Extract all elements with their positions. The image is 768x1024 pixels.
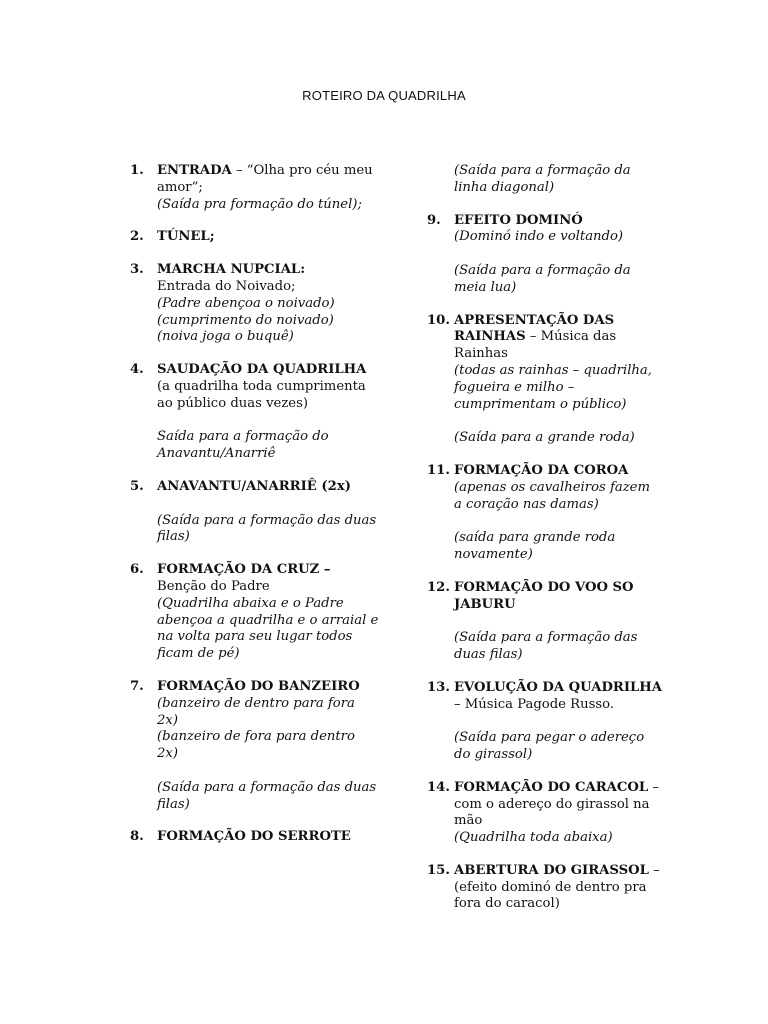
list-item <box>130 362 380 463</box>
item-heading-rest: – “Olha pro céu meu amor”; <box>157 163 373 195</box>
list-item <box>130 679 380 813</box>
item-detail: (Saída para a formação das duas filas) <box>157 779 377 812</box>
list-item <box>427 463 662 564</box>
blank-line <box>157 496 380 513</box>
item-number: 7. <box>130 678 144 694</box>
item-detail: (Saída para pegar o adereço do girassol) <box>454 730 645 762</box>
item-detail: (Quadrilha toda abaixa) <box>454 830 613 846</box>
item-heading: SAUDAÇÃO DA QUADRILHA <box>157 362 367 378</box>
item-number: 9. <box>427 212 441 228</box>
list-item <box>130 262 380 346</box>
list-item <box>427 780 662 847</box>
item-detail: (Saída para a formação da meia lua) <box>454 262 631 295</box>
item-detail: (todas as rainhas – quadrilha, fogueira e milho – cumprimentam o público) <box>454 362 652 412</box>
item-number: 6. <box>130 562 144 578</box>
blank-line <box>454 246 662 263</box>
item-detail: (Saída para a formação das duas filas) <box>454 630 638 662</box>
item-heading: FORMAÇÃO DA COROA <box>454 462 629 478</box>
list-item <box>130 229 380 246</box>
list-item <box>130 562 380 663</box>
item-detail: (cumprimento do noivado) <box>157 312 334 328</box>
item-number: 14. <box>427 779 450 795</box>
item-detail: (Dominó indo e voltando) <box>454 229 624 245</box>
item-heading: EFEITO DOMINÓ <box>454 212 583 228</box>
blank-line <box>157 763 380 780</box>
item-number: 8. <box>130 829 144 845</box>
item-heading: FORMAÇÃO DO SERROTE <box>157 829 351 845</box>
item-detail: (Saída pra formação do túnel); <box>157 196 362 212</box>
item-number: 3. <box>130 262 144 278</box>
item-number: 4. <box>130 362 144 378</box>
item-heading: MARCHA NUPCIAL: <box>157 262 306 278</box>
item-heading-rest: – (efeito dominó de dentro pra fora do caracol) <box>454 862 660 912</box>
item-heading: FORMAÇÃO DA CRUZ – <box>157 562 331 578</box>
item-heading: EVOLUÇÃO DA QUADRILHA <box>454 679 662 695</box>
item-detail: (banzeiro de fora para dentro 2x) <box>157 729 355 762</box>
item-detail: (Padre abençoa o noivado) <box>157 295 335 311</box>
item-detail: Benção do Padre <box>157 578 270 594</box>
item-detail: (Saída para a formação das duas filas) <box>157 512 377 545</box>
blank-line <box>454 413 662 430</box>
item-heading: ABERTURA DO GIRASSOL <box>454 862 649 878</box>
blank-line <box>454 513 662 530</box>
item-number: 11. <box>427 462 450 478</box>
blank-line <box>157 413 380 430</box>
item-heading: FORMAÇÃO DO BANZEIRO <box>157 678 360 694</box>
item-number: 10. <box>427 312 450 328</box>
blank-line <box>454 713 662 730</box>
item-detail: Entrada do Noivado; <box>157 278 296 294</box>
blank-line <box>454 613 662 630</box>
item-detail: (Saída para a grande roda) <box>454 430 635 446</box>
item-detail: Saída para a formação do Anavantu/Anarriê <box>157 429 329 462</box>
item-number: 1. <box>130 163 144 178</box>
item-number: 5. <box>130 478 144 494</box>
item-heading-rest: – com o adereço do girassol na mão <box>454 779 659 829</box>
note-text: (Saída para a formação da linha diagonal) <box>454 163 631 195</box>
item-heading: ENTRADA <box>157 163 232 178</box>
item-detail: (saída para grande roda novamente) <box>454 530 616 562</box>
list-item <box>427 313 662 447</box>
item-detail: (apenas os cavalheiros fazem a coração nas damas) <box>454 479 650 512</box>
item-heading: APRESENTAÇÃO DAS RAINHAS <box>454 312 615 345</box>
item-heading: FORMAÇÃO DO VOO SO JABURU <box>454 579 634 612</box>
item-number: 15. <box>427 862 450 878</box>
item-number: 12. <box>427 579 450 595</box>
item-number: 13. <box>427 679 450 695</box>
list-item <box>130 829 380 846</box>
list-item <box>427 680 662 764</box>
list-item <box>427 580 662 664</box>
item-heading: ANAVANTU/ANARRIÊ (2x) <box>157 478 351 494</box>
item-detail: (noiva joga o buquê) <box>157 329 294 345</box>
left-column <box>130 163 380 846</box>
continuation-note <box>427 163 662 197</box>
item-heading: FORMAÇÃO DO CARACOL <box>454 779 649 795</box>
item-number: 2. <box>130 229 144 245</box>
list-item <box>130 163 380 213</box>
item-heading: TÚNEL; <box>157 229 215 245</box>
item-detail: (Quadrilha abaixa e o Padre abençoa a quadrilha e o arraial e na volta para seu lugar todos ficam de pé) <box>157 595 379 662</box>
item-heading-rest: – Música Pagode Russo. <box>454 696 615 712</box>
right-column <box>427 163 662 913</box>
list-item <box>427 213 662 297</box>
list-item <box>427 863 662 913</box>
page-title: ROTEIRO DA QUADRILHA <box>302 88 466 103</box>
item-heading-rest: – Música das Rainhas <box>454 329 617 362</box>
item-detail: (a quadrilha toda cumprimenta ao público duas vezes) <box>157 378 366 411</box>
list-item <box>130 479 380 546</box>
item-detail: (banzeiro de dentro para fora 2x) <box>157 695 355 728</box>
